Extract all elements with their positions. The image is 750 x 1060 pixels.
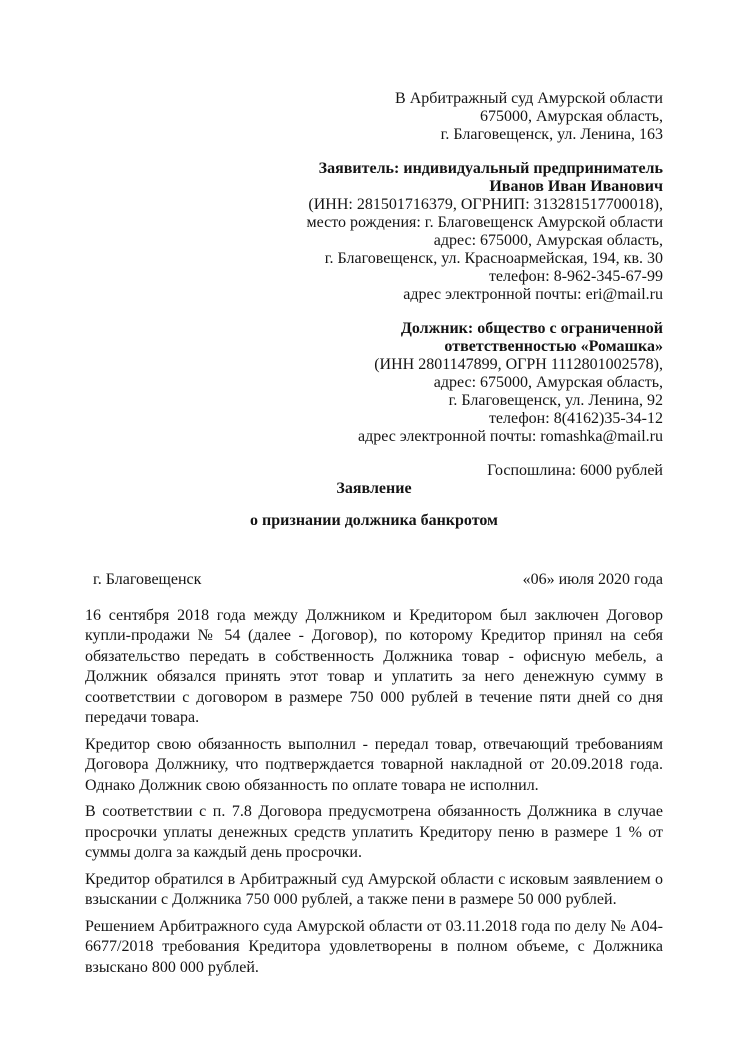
applicant-address-line-1: адрес: 675000, Амурская область, xyxy=(433,232,663,249)
paragraph-claim: Кредитор обратился в Арбитражный суд Амурской области с исковым заявлением о взыскании с Должника 750 000 рублей, а также пени в размере 50 000 рублей. xyxy=(85,870,663,908)
applicant-birthplace-line: место рождения: г. Благовещенск Амурской области xyxy=(306,214,663,231)
state-fee-line: Госпошлина: 6000 рублей xyxy=(487,462,663,479)
court-name-line: В Арбитражный суд Амурской области xyxy=(395,90,663,107)
applicant-email-line: адрес электронной почты: eri@mail.ru xyxy=(403,286,663,303)
debtor-name-line: ответственностью «Ромашка» xyxy=(444,338,663,355)
document-subtitle: о признании должника банкротом xyxy=(250,512,498,529)
paragraph-contract: 16 сентября 2018 года между Должником и Кредитором был заключен Договор купли-продажи № 54 (далее - Договор), по которому Кредитор принял на себя обязательство передать в собственность Должника товар - офисную мебель, а Должник обязался принять этот товар и уплатить за него денежную сумму в соответствии с договором в размере 750 000 рублей в течение пяти дней со дня передачи товара. xyxy=(85,606,663,726)
debtor-address-line-1: адрес: 675000, Амурская область, xyxy=(433,374,663,391)
applicant-heading-line: Заявитель: индивидуальный предприниматель xyxy=(318,160,663,177)
paragraph-delivery: Кредитор свою обязанность выполнил - передал товар, отвечающий требованиям Договора Должнику, что подтверждается товарной накладной от 20.09.2018 года. Однако Должник свою обязанность по оплате товара не исполнил. xyxy=(85,735,663,794)
applicant-phone-line: телефон: 8-962-345-67-99 xyxy=(488,268,663,285)
debtor-ids-line: (ИНН 2801147899, ОГРН 1112801002578), xyxy=(374,356,663,373)
court-street-line: г. Благовещенск, ул. Ленина, 163 xyxy=(440,126,663,143)
applicant-block xyxy=(85,160,663,304)
paragraph-penalty: В соответствии с п. 7.8 Договора предусмотрена обязанность Должника в случае просрочки уплаты денежных средств уплатить Кредитору пеню в размере 1 % от суммы долга за каждый день просрочки. xyxy=(85,803,663,861)
document-title: Заявление xyxy=(336,480,412,497)
court-address-block xyxy=(85,90,663,144)
place-label: г. Благовещенск xyxy=(93,571,202,588)
debtor-phone-line: телефон: 8(4162)35-34-12 xyxy=(488,410,663,427)
applicant-name-line: Иванов Иван Иванович xyxy=(489,178,663,195)
place-date-row xyxy=(85,570,663,591)
date-label: «06» июля 2020 года xyxy=(522,571,663,588)
debtor-block xyxy=(85,320,663,446)
debtor-heading-line: Должник: общество с ограниченной xyxy=(400,320,663,337)
paragraph-ruling: Решением Арбитражного суда Амурской области от 03.11.2018 года по делу № А04-6677/2018 требования Кредитора удовлетворены в полном объеме, с Должника взыскано 800 000 рублей. xyxy=(85,917,663,976)
applicant-address-line-2: г. Благовещенск, ул. Красноармейская, 194, кв. 30 xyxy=(324,250,663,267)
debtor-address-line-2: г. Благовещенск, ул. Ленина, 92 xyxy=(448,392,663,409)
debtor-email-line: адрес электронной почты: romashka@mail.ru xyxy=(357,428,663,445)
body-paragraphs xyxy=(85,606,663,979)
applicant-ids-line: (ИНН: 281501716379, ОГРНИП: 313281517700018), xyxy=(308,196,663,213)
court-postal-line: 675000, Амурская область, xyxy=(480,108,663,125)
